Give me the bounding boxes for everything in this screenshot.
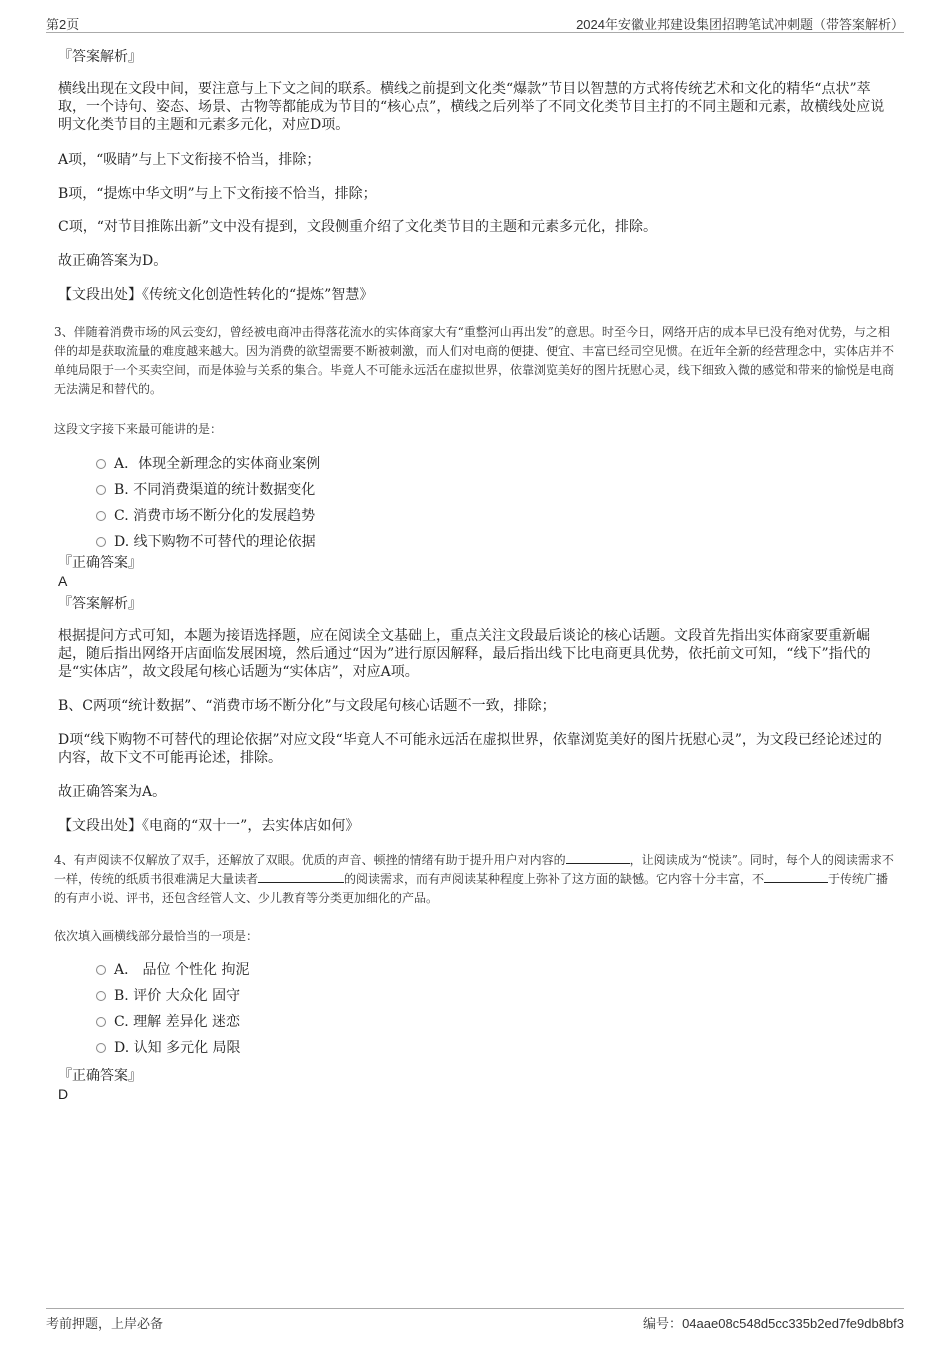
stem-part: 于传统广播的有声小说、评书，还包含经管人文、少儿教育等分类更加细化的产品。 — [54, 872, 889, 905]
option-label: D. 认知 多元化 局限 — [114, 1040, 241, 1056]
document-title: 2024年安徽业邦建设集团招聘笔试冲刺题（带答案解析） — [576, 17, 904, 32]
blank-line — [258, 870, 344, 883]
option-c[interactable] — [96, 507, 315, 525]
correct-answer: D — [58, 1086, 69, 1102]
analysis-paragraph: 横线出现在文段中间，要注意与上下文之间的联系。横线之前提到文化类“爆款”节目以智慧的方式将传统艺术和文化的精华“点状”萃取，一个诗句、姿态、场景、古物等都能成为节目的“核心点”，横线之后列举了不同文化类节目主打的不同主题和元素，故横线处应说明文化类节目的主题和元素多元化，对应D项。 — [58, 81, 885, 133]
correct-answer-label: 『正确答案』 — [58, 1068, 142, 1084]
blank-line — [566, 851, 630, 864]
radio-icon[interactable] — [96, 991, 106, 1001]
option-label: C. 消费市场不断分化的发展趋势 — [114, 508, 316, 524]
page-number: 第2页 — [46, 17, 80, 32]
option-label: D. 线下购物不可替代的理论依据 — [114, 534, 316, 550]
radio-icon[interactable] — [96, 511, 106, 521]
radio-icon[interactable] — [96, 965, 106, 975]
question-4-stem — [54, 851, 896, 908]
conclusion: 故正确答案为D。 — [58, 253, 168, 269]
option-d[interactable] — [96, 533, 316, 551]
option-b[interactable] — [96, 481, 315, 499]
conclusion: 故正确答案为A。 — [58, 784, 167, 800]
radio-icon[interactable] — [96, 1017, 106, 1027]
analysis-option-bc: B、C两项“统计数据”、“消费市场不断分化”与文段尾句核心话题不一致，排除； — [58, 698, 556, 714]
option-d[interactable] — [96, 1039, 241, 1057]
document-code — [643, 1313, 904, 1332]
option-label: B. 评价 大众化 固守 — [114, 988, 241, 1004]
option-b[interactable] — [96, 987, 240, 1005]
correct-answer: A — [58, 573, 68, 589]
analysis-option-c: C项，“对节目推陈出新”文中没有提到，文段侧重介绍了文化类节目的主题和元素多元化，排除。 — [58, 219, 658, 235]
option-a[interactable] — [96, 961, 249, 979]
radio-icon[interactable] — [96, 1043, 106, 1053]
source-citation: 【文段出处】《电商的“双十一”，去实体店如何》 — [58, 818, 360, 834]
option-c[interactable] — [96, 1013, 240, 1031]
code-value: 04aae08c548d5cc335b2ed7fe9db8bf3 — [682, 1316, 904, 1331]
page-footer — [46, 1308, 904, 1332]
option-label: A．体现全新理念的实体商业案例 — [114, 456, 321, 472]
analysis-option-a: A项，“吸睛”与上下文衔接不恰当，排除； — [58, 152, 321, 168]
radio-icon[interactable] — [96, 485, 106, 495]
stem-part: 的阅读需求，而有声阅读某种程度上弥补了这方面的缺憾。它内容十分丰富，不 — [344, 872, 765, 886]
blank-line — [764, 870, 828, 883]
question-3-prompt: 这段文字接下来最可能讲的是： — [54, 422, 223, 436]
code-label: 编号： — [643, 1316, 683, 1331]
correct-answer-label: 『正确答案』 — [58, 555, 142, 571]
page-header — [46, 14, 904, 33]
option-label: C. 理解 差异化 迷恋 — [114, 1014, 241, 1030]
option-label: A． 品位 个性化 拘泥 — [114, 962, 250, 978]
option-a[interactable] — [96, 455, 320, 473]
option-label: B. 不同消费渠道的统计数据变化 — [114, 482, 316, 498]
analysis-label: 『答案解析』 — [58, 49, 142, 65]
radio-icon[interactable] — [96, 537, 106, 547]
source-citation: 【文段出处】《传统文化创造性转化的“提炼”智慧》 — [58, 287, 374, 303]
analysis-option-d: D项“线下购物不可替代的理论依据”对应文段“毕竟人不可能永远活在虚拟世界，依靠浏览美好的图片抚慰心灵”，为文段已经论述过的内容，故下文不可能再论述，排除。 — [58, 732, 882, 766]
radio-icon[interactable] — [96, 459, 106, 469]
question-4-prompt: 依次填入画横线部分最恰当的一项是： — [54, 929, 259, 943]
stem-part: ，让阅读成为“悦读”。同时，每个人的阅读需求不一样，传统的纸质书很难满足大量读者 — [54, 853, 894, 886]
analysis-option-b: B项，“提炼中华文明”与上下文衔接不恰当，排除； — [58, 186, 377, 202]
analysis-label: 『答案解析』 — [58, 596, 142, 612]
analysis-paragraph: 根据提问方式可知，本题为接语选择题，应在阅读全文基础上，重点关注文段最后谈论的核心话题。文段首先指出实体商家要重新崛起，随后指出网络开店面临发展困境，然后通过“因为”进行原因解释，最后指出线下比电商更具优势，依托前文可知，“线下”指代的是“实体店”，故文段尾句核心话题为“实体店”，对应A项。 — [58, 628, 871, 680]
footer-slogan: 考前押题，上岸必备 — [46, 1317, 164, 1332]
question-3-stem: 3、伴随着消费市场的风云变幻，曾经被电商冲击得落花流水的实体商家大有“重整河山再出发”的意思。时至今日，网络开店的成本早已没有绝对优势，与之相伴的却是获取流量的难度越来越大。因为消费的欲望需要不断被刺激，而人们对电商的便捷、便宜、丰富已经司空见惯。在近年全新的经营理念中，实体店并不单纯局限于一个买卖空间，而是体验与关系的集合。毕竟人不可能永远活在虚拟世界，依靠浏览美好的图片抚慰心灵，线下细致入微的感觉和带来的愉悦是电商无法满足和替代的。 — [54, 325, 895, 396]
stem-part: 4、有声阅读不仅解放了双手，还解放了双眼。优质的声音、顿挫的情绪有助于提升用户对内容的 — [54, 853, 566, 867]
